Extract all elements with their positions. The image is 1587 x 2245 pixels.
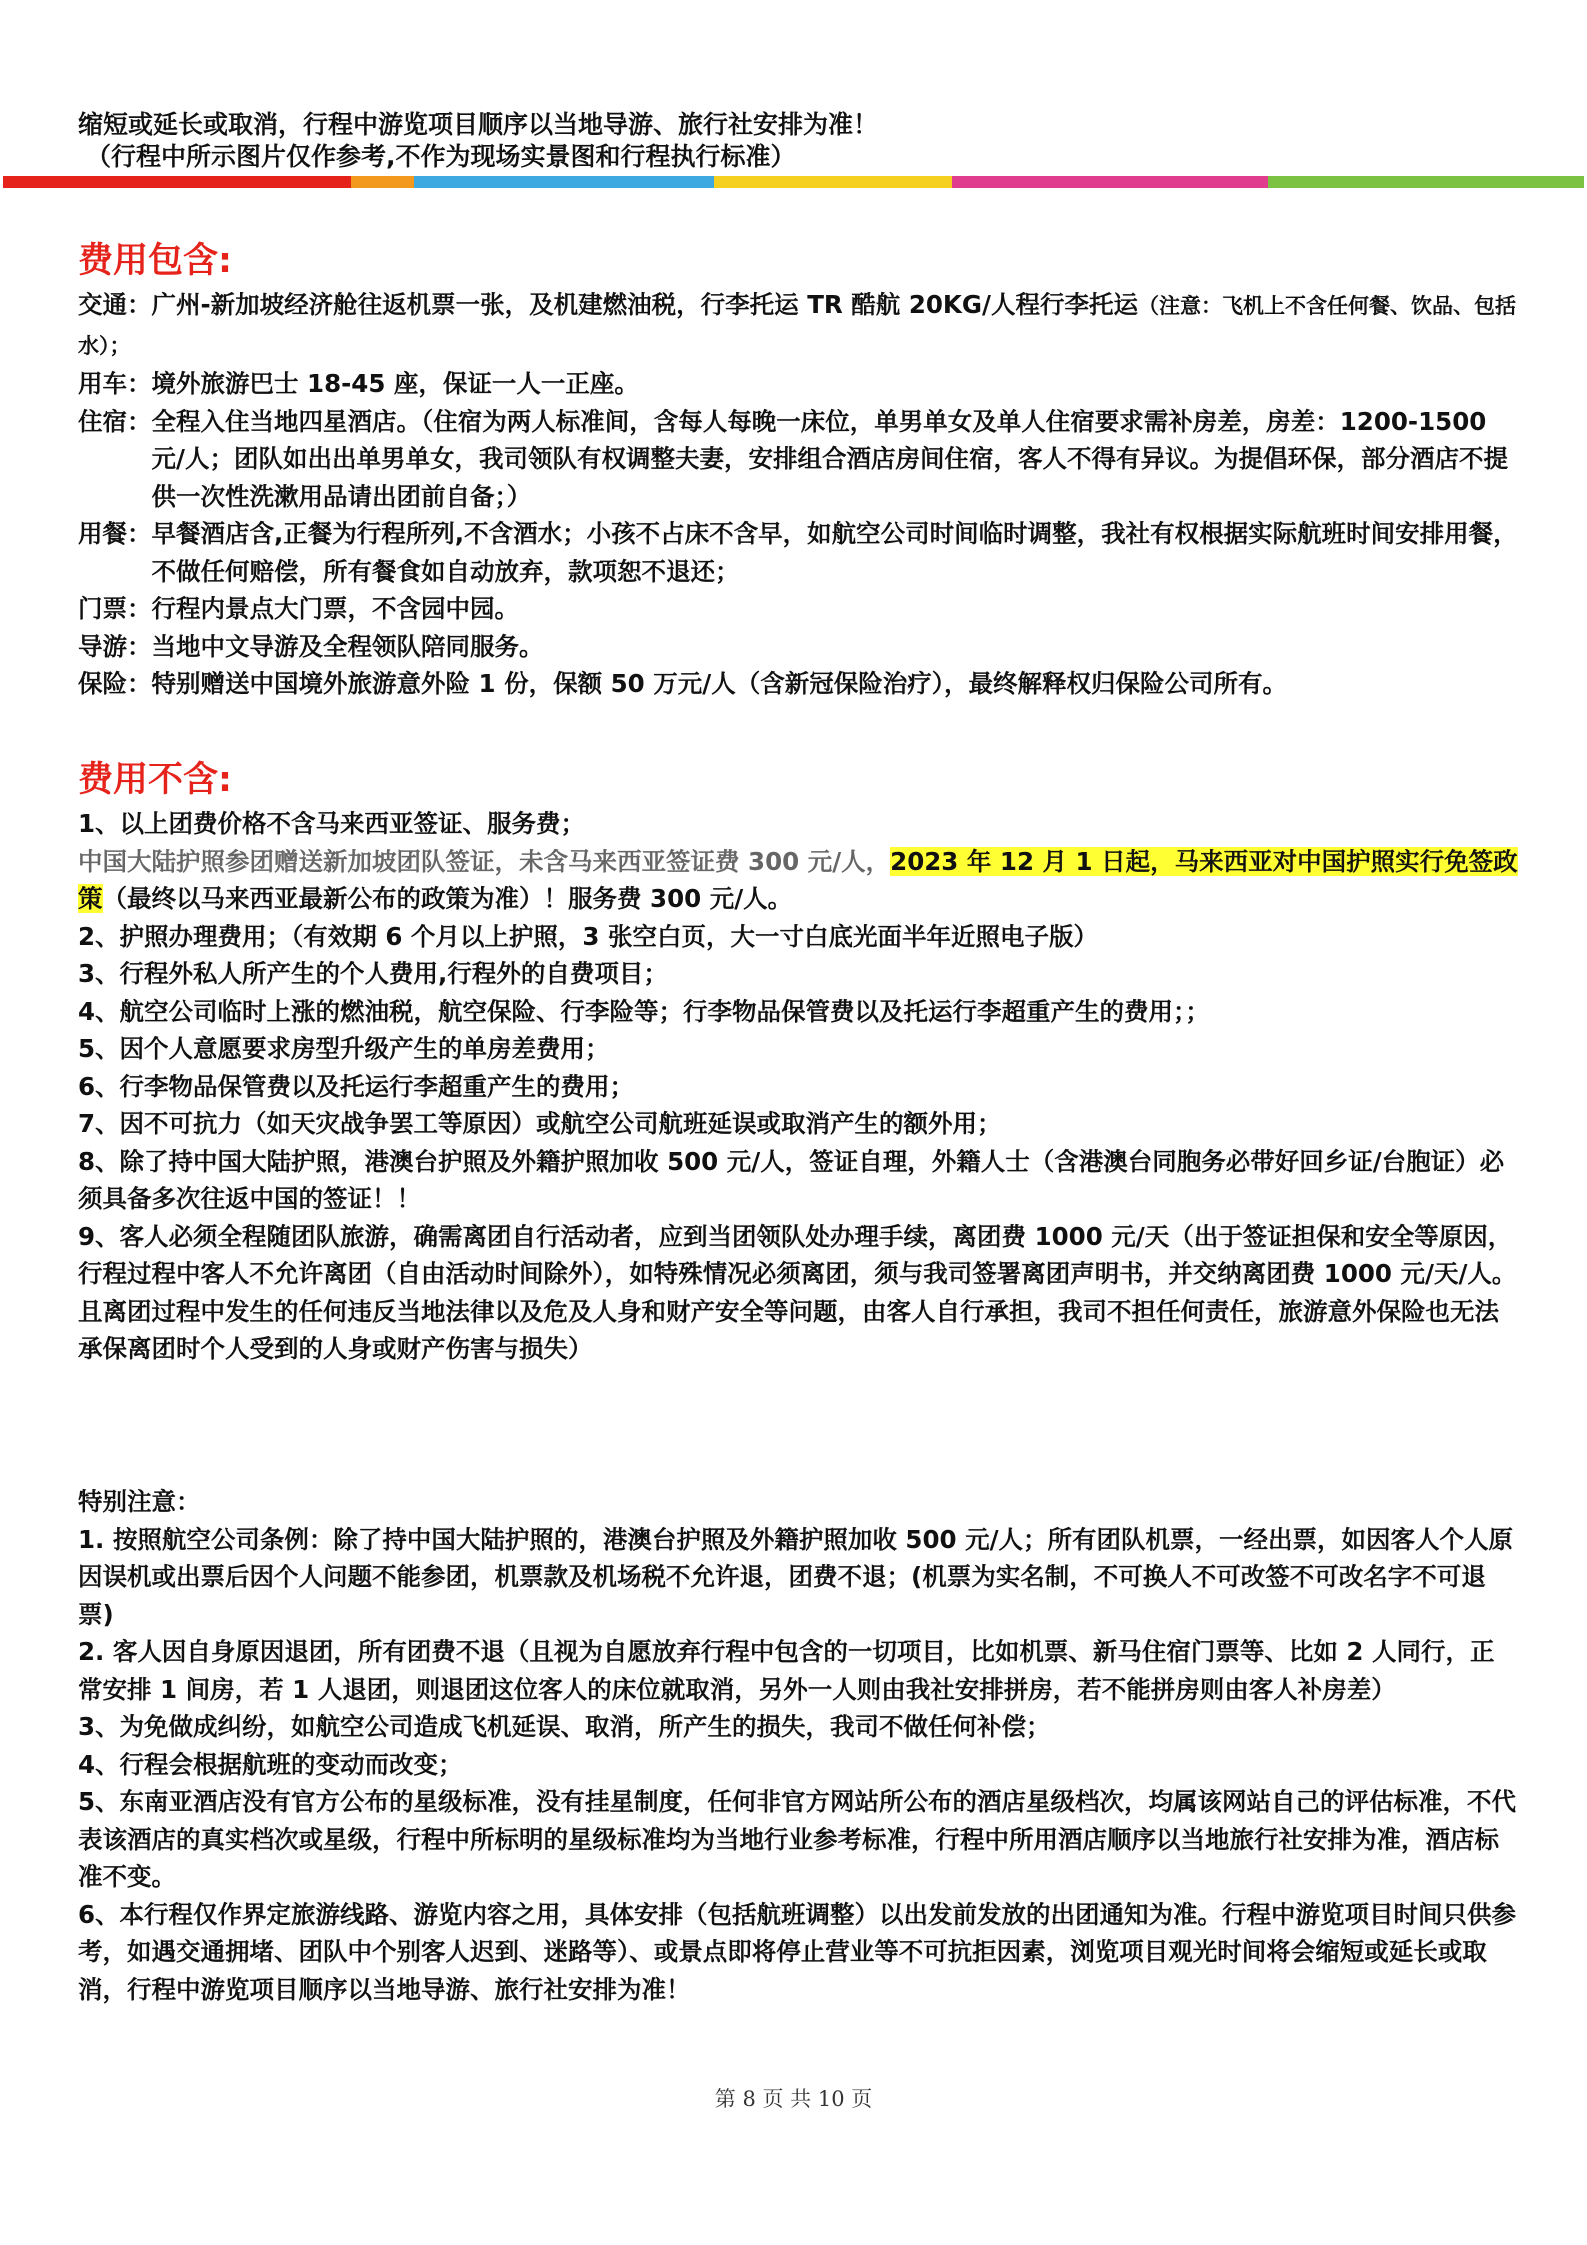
included-item-vehicle: [78, 365, 1518, 403]
excluded-item: 7、因不可抗力（如天灾战争罢工等原因）或航空公司航班延误或取消产生的额外用；: [78, 1109, 1002, 1138]
excluded-visa-note: [78, 843, 1518, 918]
special-notice-item: 2. 客人因自身原因退团，所有团费不退（且视为自愿放弃行程中包含的一切项目，比如机票、新马住宿门票等、比如 2 人同行，正常安排 1 间房，若 1 人退团，则退团这位客人的床位就取消，另外一人则由我社安排拼房，若不能拼房则由客人补房差）: [78, 1637, 1495, 1704]
color-band-orange: [351, 176, 414, 188]
excluded-item: 3、行程外私人所产生的个人费用,行程外的自费项目；: [78, 959, 668, 988]
excluded-item: 2、护照办理费用；（有效期 6 个月以上护照，3 张空白页，大一寸白底光面半年近照电子版）: [78, 921, 1098, 951]
included-item-insurance: [78, 665, 1518, 703]
included-text: 境外旅游巴士 18-45 座，保证一人一正座。: [151, 369, 639, 398]
included-label: 交通：: [78, 290, 152, 319]
excluded-item: 4、航空公司临时上涨的燃油税，航空保险、行李险等；行李物品保管费以及托运行李超重产生的费用；；: [78, 996, 1210, 1026]
included-item-tickets: [78, 590, 1518, 628]
included-label: 门票：: [78, 594, 152, 623]
included-item-transport: [78, 286, 1518, 365]
color-band-blue: [414, 176, 714, 188]
color-band-red: [3, 176, 351, 188]
special-notice-item: 3、为免做成纠纷，如航空公司造成飞机延误、取消，所产生的损失，我司不做任何补偿；: [78, 1712, 1051, 1741]
color-band-green: [1268, 176, 1584, 188]
included-text: 当地中文导游及全程领队陪同服务。: [151, 631, 544, 661]
visa-tail-text: （最终以马来西亚最新公布的政策为准）！服务费 300 元/人。: [102, 884, 793, 913]
included-section: [78, 238, 1518, 703]
excluded-title: 费用不含:: [78, 760, 232, 800]
included-label: 导游：: [78, 631, 152, 661]
excluded-item: 8、除了持中国大陆护照，港澳台护照及外籍护照加收 500 元/人，签证自理，外籍人士（含港澳台同胞务必带好回乡证/台胞证）必须具备多次往返中国的签证！！: [78, 1146, 1505, 1213]
page-footer: 第 8 页 共 10 页: [714, 2087, 873, 2111]
excluded-item: 5、因个人意愿要求房型升级产生的单房差费用；: [78, 1034, 610, 1063]
excluded-item: 9、客人必须全程随团队旅游，确需离团自行活动者，应到当团领队处办理手续，离团费 1000 元/天（出于签证担保和安全等原因，行程过程中客人不允许离团（自由活动时间除外），如特殊情况必须离团，须与我司签署离团声明书，并交纳离团费 1000 元/天/人。且离团过程中发生的任何违反当地法律以及危及人身和财产安全等问题，由客人自行承担，我司不担任何责任，旅游意外保险也无法承保离团时个人受到的人身或财产伤害与损失）: [78, 1221, 1517, 1363]
special-notice-item: 4、行程会根据航班的变动而改变；: [78, 1749, 463, 1779]
visa-gray-text: 中国大陆护照参团赠送新加坡团队签证，未含马来西亚签证费 300 元/人，: [78, 846, 891, 876]
special-notice-item: 6、本行程仅作界定旅游线路、游览内容之用，具体安排（包括航班调整）以出发前发放的出团通知为准。行程中游览项目时间只供参考，如遇交通拥堵、团队中个别客人迟到、迷路等）、或景点即将停止营业等不可抗拒因素，浏览项目观光时间将会缩短或延长或取消，行程中游览项目顺序以当地导游、旅行社安排为准！: [78, 1899, 1517, 2004]
special-notice-title: 特别注意：: [78, 1487, 201, 1516]
included-item-meals: [78, 515, 1518, 590]
included-label: 住宿：: [78, 406, 152, 436]
included-item-guide: [78, 628, 1518, 666]
included-text: 特别赠送中国境外旅游意外险 1 份，保额 50 万元/人（含新冠保险治疗），最终解释权归保险公司所有。: [151, 669, 1287, 698]
included-label: 用车：: [78, 369, 152, 398]
included-note: （注意：飞机上不含任何餐、饮品、包括水）；: [78, 294, 1516, 358]
color-band-yellow: [714, 176, 951, 188]
excluded-item: 1、以上团费价格不含马来西亚签证、服务费；: [78, 809, 586, 838]
special-notice-section: [78, 1483, 1518, 2008]
included-label: 保险：: [78, 669, 152, 698]
included-label: 用餐：: [78, 519, 152, 548]
included-text: 早餐酒店含,正餐为行程所列,不含酒水；小孩不占床不含早，如航空公司时间临时调整，我社有权根据实际航班时间安排用餐，不做任何赔偿，所有餐食如自动放弃，款项恕不退还；: [151, 519, 1518, 586]
header-line-1: 缩短或延长或取消，行程中游览项目顺序以当地导游、旅行社安排为准！: [78, 110, 879, 139]
excluded-item: 6、行李物品保管费以及托运行李超重产生的费用；: [78, 1071, 635, 1101]
excluded-section: [78, 757, 1518, 1368]
special-notice-item: 1. 按照航空公司条例：除了持中国大陆护照的，港澳台护照及外籍护照加收 500 元/人；所有团队机票，一经出票，如因客人个人原因误机或出票后因个人问题不能参团，机票款及机场税不允许退，团费不退；(机票为实名制，不可换人不可改签不可改名字不可退票): [78, 1524, 1514, 1629]
color-band: [3, 176, 1584, 188]
included-text: 全程入住当地四星酒店。（住宿为两人标准间，含每人每晚一床位，单男单女及单人住宿要求需补房差，房差：1200-1500 元/人；团队如出出单男单女，我司领队有权调整夫妻，安排组合酒店房间住宿，客人不得有异议。为提倡环保，部分酒店不提供一次性洗漱用品请出团前自备；）: [151, 406, 1508, 511]
visa-highlight-text: 2023 年 12 月 1 日起，马来西亚对中国护照实行免签政策: [78, 846, 1518, 913]
included-text: 广州-新加坡经济舱往返机票一张，及机建燃油税，行李托运 TR 酷航 20KG/人程行李托运: [151, 290, 1138, 319]
header-line-2: （行程中所示图片仅作参考,不作为现场实景图和行程执行标准）: [86, 142, 796, 171]
color-band-pink: [952, 176, 1268, 188]
included-text: 行程内景点大门票，不含园中园。: [151, 594, 519, 623]
special-notice-item: 5、东南亚酒店没有官方公布的星级标准，没有挂星制度，任何非官方网站所公布的酒店星级档次，均属该网站自己的评估标准，不代表该酒店的真实档次或星级，行程中所标明的星级标准均为当地行业参考标准，行程中所用酒店顺序以当地旅行社安排为准，酒店标准不变。: [78, 1787, 1517, 1891]
included-title: 费用包含:: [78, 241, 232, 281]
included-item-lodging: [78, 403, 1518, 516]
